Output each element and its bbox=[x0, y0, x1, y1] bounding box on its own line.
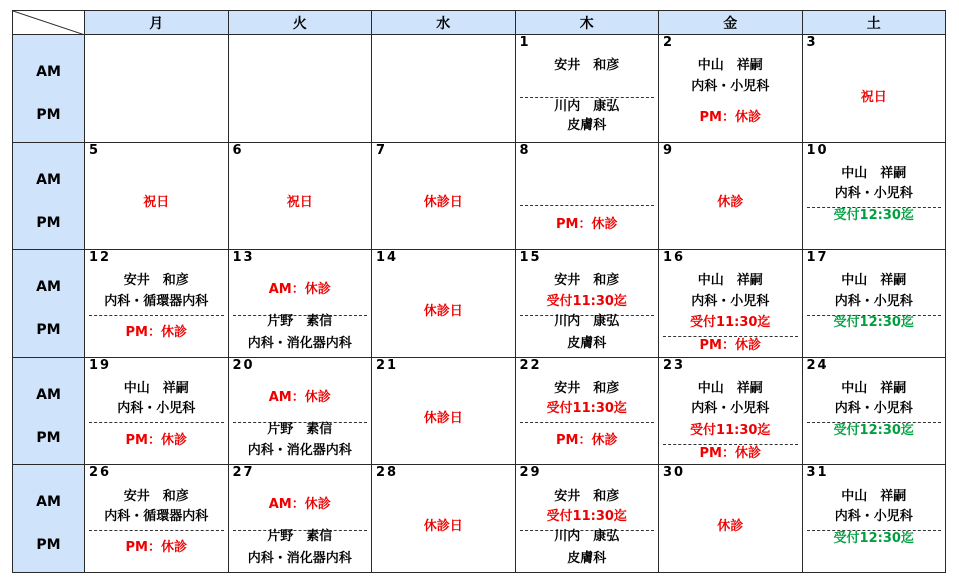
schedule-calendar bbox=[12, 10, 945, 572]
schedule-text: AM：休診 bbox=[268, 389, 331, 405]
schedule-text: 安井 和彦 bbox=[554, 273, 620, 289]
weekday-header bbox=[802, 10, 947, 35]
day-cell[interactable] bbox=[371, 464, 516, 573]
schedule-text: 中山 祥嗣 bbox=[697, 58, 763, 74]
schedule-text: 中山 祥嗣 bbox=[841, 165, 907, 181]
schedule-text: 皮膚科 bbox=[567, 118, 607, 134]
date-number: 2 bbox=[663, 35, 675, 50]
day-cell[interactable] bbox=[371, 249, 516, 358]
weekday-header bbox=[515, 10, 660, 35]
pm-label: PM bbox=[36, 429, 61, 446]
schedule-text: 安井 和彦 bbox=[123, 488, 189, 504]
date-number: 13 bbox=[232, 250, 255, 266]
day-cell[interactable] bbox=[658, 249, 803, 358]
schedule-text: 内科・循環器内科 bbox=[104, 293, 209, 309]
schedule-text: 中山 祥嗣 bbox=[841, 488, 907, 504]
date-number: 20 bbox=[232, 357, 255, 373]
date-number: 31 bbox=[806, 465, 829, 481]
pm-label: PM bbox=[36, 107, 61, 124]
am-pm-label-cell bbox=[12, 34, 85, 143]
schedule-text: 受付11:30迄 bbox=[690, 422, 771, 438]
schedule-text: PM：休診 bbox=[125, 432, 187, 448]
schedule-text: 内科・小児科 bbox=[834, 293, 913, 309]
schedule-text: 内科・循環器内科 bbox=[104, 509, 209, 525]
schedule-text: 内科・小児科 bbox=[691, 78, 770, 94]
day-cell[interactable] bbox=[515, 142, 660, 251]
schedule-text: 祝日 bbox=[143, 194, 170, 210]
day-cell[interactable] bbox=[802, 142, 947, 251]
day-cell[interactable] bbox=[84, 357, 229, 466]
day-cell[interactable] bbox=[228, 34, 373, 143]
schedule-text: PM：休診 bbox=[125, 325, 187, 341]
day-cell[interactable] bbox=[84, 464, 229, 573]
date-number: 30 bbox=[663, 465, 686, 481]
day-cell[interactable] bbox=[228, 464, 373, 573]
schedule-text: 中山 祥嗣 bbox=[841, 381, 907, 396]
schedule-text: 受付11:30迄 bbox=[546, 401, 627, 417]
date-number: 9 bbox=[663, 142, 675, 158]
weekday-label: 土 bbox=[866, 15, 881, 32]
schedule-text: 安井 和彦 bbox=[554, 58, 620, 74]
schedule-text: 内科・小児科 bbox=[834, 509, 913, 525]
schedule-text: 中山 祥嗣 bbox=[697, 381, 763, 396]
schedule-text: 内科・消化器内科 bbox=[247, 443, 352, 459]
date-number: 6 bbox=[232, 142, 244, 158]
schedule-text: PM：休診 bbox=[699, 337, 761, 353]
schedule-text: 受付11:30迄 bbox=[690, 315, 771, 331]
schedule-text: 川内 康弘 bbox=[554, 99, 620, 115]
weekday-label: 木 bbox=[579, 15, 594, 32]
schedule-text: 休診 bbox=[717, 518, 744, 534]
schedule-text: 安井 和彦 bbox=[554, 488, 620, 504]
schedule-text: PM：休診 bbox=[125, 540, 187, 556]
am-pm-label-cell bbox=[12, 357, 85, 466]
diagonal-line bbox=[13, 11, 85, 35]
day-cell[interactable] bbox=[371, 142, 516, 251]
am-label: AM bbox=[36, 494, 61, 511]
am-label: AM bbox=[36, 279, 61, 296]
schedule-text: PM：休診 bbox=[556, 217, 618, 233]
date-number: 23 bbox=[663, 357, 686, 373]
am-label: AM bbox=[36, 171, 61, 188]
date-number: 26 bbox=[89, 465, 112, 481]
schedule-text: AM：休診 bbox=[268, 497, 331, 513]
day-cell[interactable] bbox=[515, 464, 660, 573]
weekday-label: 金 bbox=[723, 15, 738, 32]
date-number: 14 bbox=[376, 250, 399, 266]
schedule-text: 皮膚科 bbox=[567, 335, 607, 351]
date-number: 10 bbox=[806, 142, 829, 158]
schedule-text: 受付12:30迄 bbox=[833, 207, 914, 223]
date-number: 15 bbox=[519, 250, 542, 266]
date-number: 3 bbox=[806, 35, 818, 50]
day-cell[interactable] bbox=[802, 249, 947, 358]
date-number: 1 bbox=[519, 35, 531, 50]
weekday-header bbox=[228, 10, 373, 35]
schedule-text: 休診日 bbox=[423, 411, 463, 427]
schedule-text: 片野 素信 bbox=[267, 529, 333, 545]
date-number: 19 bbox=[89, 357, 112, 373]
schedule-text: 休診 bbox=[717, 194, 744, 210]
schedule-text: 祝日 bbox=[286, 194, 313, 210]
date-number: 29 bbox=[519, 465, 542, 481]
schedule-text: 中山 祥嗣 bbox=[123, 381, 189, 396]
schedule-text: 休診日 bbox=[423, 518, 463, 534]
schedule-text: PM：休診 bbox=[699, 445, 761, 461]
corner-cell bbox=[12, 10, 85, 35]
date-number: 21 bbox=[376, 357, 399, 373]
schedule-text: 内科・消化器内科 bbox=[247, 335, 352, 351]
schedule-text: 皮膚科 bbox=[567, 551, 607, 566]
schedule-text: 片野 素信 bbox=[267, 421, 333, 437]
schedule-text: 受付11:30迄 bbox=[546, 509, 627, 525]
day-cell[interactable] bbox=[802, 464, 947, 573]
weekday-header bbox=[658, 10, 803, 35]
date-number: 22 bbox=[519, 357, 542, 373]
date-number: 7 bbox=[376, 142, 388, 158]
am-pm-label-cell bbox=[12, 142, 85, 251]
date-number: 5 bbox=[89, 142, 101, 158]
schedule-text: 川内 康弘 bbox=[554, 529, 620, 545]
am-pm-divider bbox=[89, 422, 224, 423]
date-number: 24 bbox=[806, 357, 829, 373]
day-cell[interactable] bbox=[228, 357, 373, 466]
date-number: 17 bbox=[806, 250, 829, 266]
pm-label: PM bbox=[36, 537, 61, 554]
day-cell[interactable] bbox=[84, 142, 229, 251]
schedule-text: 受付11:30迄 bbox=[546, 293, 627, 309]
schedule-text: 休診日 bbox=[423, 303, 463, 319]
am-label: AM bbox=[36, 386, 61, 403]
am-pm-divider bbox=[520, 422, 655, 423]
schedule-text: PM：休診 bbox=[556, 432, 618, 448]
schedule-text: 内科・小児科 bbox=[117, 401, 196, 417]
schedule-text: 受付12:30迄 bbox=[833, 422, 914, 438]
weekday-label: 月 bbox=[149, 15, 164, 32]
day-cell[interactable] bbox=[515, 357, 660, 466]
am-pm-divider bbox=[89, 315, 224, 316]
schedule-text: 祝日 bbox=[860, 90, 887, 106]
schedule-text: 休診日 bbox=[423, 194, 463, 210]
weekday-header bbox=[84, 10, 229, 35]
schedule-text: PM：休診 bbox=[699, 109, 761, 125]
weekday-header bbox=[371, 10, 516, 35]
day-cell[interactable] bbox=[802, 357, 947, 466]
schedule-text: 中山 祥嗣 bbox=[841, 273, 907, 289]
schedule-text: 内科・小児科 bbox=[691, 293, 770, 309]
schedule-text: 内科・消化器内科 bbox=[247, 551, 352, 566]
schedule-text: 内科・小児科 bbox=[834, 401, 913, 417]
day-cell[interactable] bbox=[658, 464, 803, 573]
schedule-text: 内科・小児科 bbox=[691, 401, 770, 417]
schedule-text: 内科・小児科 bbox=[834, 186, 913, 202]
date-number: 27 bbox=[232, 465, 255, 481]
day-cell[interactable] bbox=[802, 34, 947, 143]
am-pm-label-cell bbox=[12, 464, 85, 573]
day-cell[interactable] bbox=[371, 357, 516, 466]
day-cell[interactable] bbox=[658, 357, 803, 466]
schedule-text: 受付12:30迄 bbox=[833, 530, 914, 546]
am-pm-divider bbox=[520, 205, 655, 206]
schedule-text: 中山 祥嗣 bbox=[697, 273, 763, 289]
schedule-text: 安井 和彦 bbox=[123, 273, 189, 289]
pm-label: PM bbox=[36, 322, 61, 339]
date-number: 12 bbox=[89, 250, 112, 266]
day-cell[interactable] bbox=[228, 142, 373, 251]
schedule-text: 安井 和彦 bbox=[554, 381, 620, 396]
day-cell[interactable] bbox=[658, 142, 803, 251]
date-number: 8 bbox=[519, 142, 531, 158]
day-cell[interactable] bbox=[228, 249, 373, 358]
schedule-text: AM：休診 bbox=[268, 281, 331, 297]
date-number: 28 bbox=[376, 465, 399, 481]
day-cell[interactable] bbox=[515, 34, 660, 143]
date-number: 16 bbox=[663, 250, 686, 266]
day-cell[interactable] bbox=[84, 249, 229, 358]
am-label: AM bbox=[36, 64, 61, 81]
day-cell[interactable] bbox=[84, 34, 229, 143]
day-cell[interactable] bbox=[658, 34, 803, 143]
schedule-text: 片野 素信 bbox=[267, 314, 333, 330]
am-pm-divider bbox=[89, 530, 224, 531]
weekday-label: 水 bbox=[436, 15, 451, 32]
am-pm-label-cell bbox=[12, 249, 85, 358]
schedule-text: 受付12:30迄 bbox=[833, 315, 914, 331]
day-cell[interactable] bbox=[515, 249, 660, 358]
day-cell[interactable] bbox=[371, 34, 516, 143]
pm-label: PM bbox=[36, 214, 61, 231]
weekday-label: 火 bbox=[292, 15, 307, 32]
schedule-text: 川内 康弘 bbox=[554, 314, 620, 330]
